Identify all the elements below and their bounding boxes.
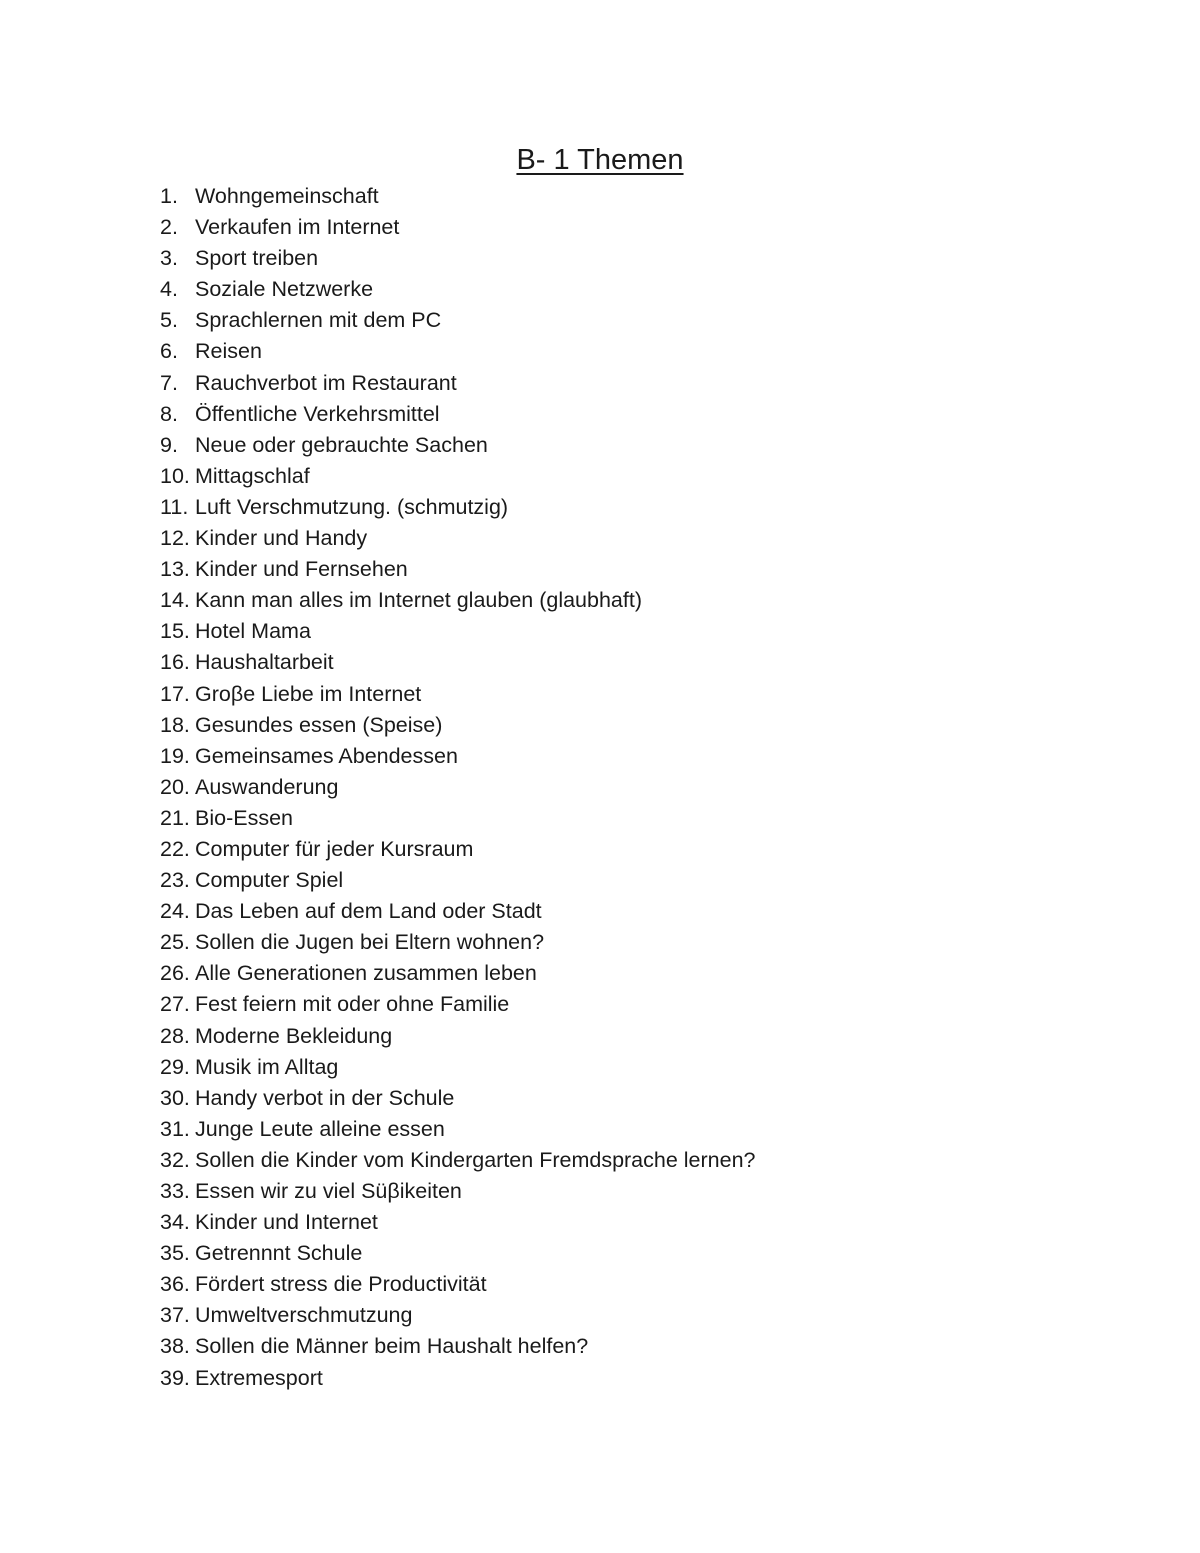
list-item <box>160 1269 756 1300</box>
list-item-number: 19. <box>160 743 190 768</box>
list-item-text: Essen wir zu viel Süβikeiten <box>195 1179 462 1203</box>
list-item-text: Umweltverschmutzung <box>195 1303 413 1328</box>
list-item-text: Sport treiben <box>195 246 319 271</box>
list-item-number: 11. <box>160 494 189 519</box>
list-item <box>160 927 756 958</box>
list-item-number: 30. <box>160 1085 190 1110</box>
list-item-number: 17. <box>160 681 190 706</box>
list-item-number: 6. <box>160 339 178 364</box>
list-item-number: 21. <box>160 805 190 830</box>
list-item-text: Sollen die Männer beim Haushalt helfen? <box>195 1334 589 1359</box>
list-item-text: Soziale Netzwerke <box>195 277 374 302</box>
list-item-text: Bio-Essen <box>195 805 293 830</box>
list-item-text: Neue oder gebrauchte Sachen <box>195 432 488 457</box>
list-item <box>160 1021 756 1052</box>
list-item <box>160 523 756 554</box>
list-item <box>160 1207 756 1238</box>
list-item <box>160 212 756 243</box>
list-item <box>160 554 756 585</box>
list-item-number: 38. <box>160 1334 190 1359</box>
list-item-number: 2. <box>160 215 178 240</box>
list-item-number: 25. <box>160 930 190 955</box>
list-item-text: Fest feiern mit oder ohne Familie <box>195 992 510 1017</box>
list-item <box>160 1331 756 1362</box>
topic-list <box>160 181 756 1394</box>
list-item-text: Extremesport <box>195 1365 323 1390</box>
list-item-text: Kinder und Fernsehen <box>195 557 408 582</box>
list-item-number: 12. <box>160 526 190 551</box>
list-item-text: Gemeinsames Abendessen <box>195 743 458 768</box>
list-item-text: Auswanderung <box>195 774 339 799</box>
list-item-text: Wohngemeinschaft <box>195 184 379 208</box>
list-item <box>160 834 756 865</box>
list-item <box>160 461 756 492</box>
list-item-text: Junge Leute alleine essen <box>195 1116 445 1141</box>
list-item-number: 27. <box>160 992 190 1017</box>
list-item <box>160 1363 756 1394</box>
list-item-text: Gesundes essen (Speise) <box>195 712 443 737</box>
list-item <box>160 616 756 647</box>
list-item <box>160 1238 756 1269</box>
list-item <box>160 585 756 616</box>
list-item-text: Fördert stress die Productivität <box>195 1272 487 1297</box>
list-item-text: Mittagschlaf <box>195 463 310 488</box>
list-item <box>160 1300 756 1331</box>
list-item-number: 8. <box>160 401 178 426</box>
list-item-number: 37. <box>160 1303 190 1328</box>
list-item <box>160 803 756 834</box>
list-item-number: 36. <box>160 1272 190 1297</box>
list-item-text: Das Leben auf dem Land oder Stadt <box>195 899 542 924</box>
list-item <box>160 274 756 305</box>
list-item-text: Haushaltarbeit <box>195 650 334 675</box>
list-item <box>160 896 756 927</box>
list-item-text: Sprachlernen mit dem PC <box>195 308 442 333</box>
list-item <box>160 647 756 678</box>
list-item-text: Öffentliche Verkehrsmittel <box>195 401 440 426</box>
list-item <box>160 958 756 989</box>
list-item-number: 28. <box>160 1023 190 1048</box>
list-item-text: Kinder und Internet <box>195 1210 378 1235</box>
list-item-number: 29. <box>160 1054 190 1079</box>
list-item-number: 15. <box>160 619 190 644</box>
list-item-number: 39. <box>160 1365 190 1390</box>
list-item-number: 14. <box>160 588 190 613</box>
list-item <box>160 865 756 896</box>
list-item <box>160 1145 756 1176</box>
list-item-number: 35. <box>160 1241 190 1266</box>
list-item-number: 24. <box>160 899 190 924</box>
list-item <box>160 181 756 212</box>
list-item <box>160 679 756 710</box>
list-item-text: Sollen die Jugen bei Eltern wohnen? <box>195 930 545 955</box>
list-item <box>160 336 756 367</box>
page-title: B- 1 Themen <box>516 144 684 176</box>
list-item-text: Alle Generationen zusammen leben <box>195 961 537 986</box>
list-item-number: 23. <box>160 868 190 893</box>
list-item-number: 9. <box>160 432 178 457</box>
list-item <box>160 368 756 399</box>
list-item-text: Kann man alles im Internet glauben (glaubhaft) <box>195 588 642 613</box>
list-item-text: Kinder und Handy <box>195 526 368 551</box>
list-item <box>160 772 756 803</box>
list-item <box>160 243 756 274</box>
list-item-text: Computer Spiel <box>195 868 344 893</box>
list-item-text: Reisen <box>195 339 262 364</box>
list-item-number: 5. <box>160 308 178 333</box>
list-item <box>160 305 756 336</box>
list-item <box>160 430 756 461</box>
list-item-number: 18. <box>160 712 190 737</box>
list-item-text: Luft Verschmutzung. (schmutzig) <box>195 494 509 519</box>
list-item-number: 10. <box>160 463 190 488</box>
list-item-number: 31. <box>160 1116 190 1141</box>
list-item <box>160 492 756 523</box>
list-item-number: 13. <box>160 557 190 582</box>
list-item-number: 33. <box>160 1179 190 1203</box>
list-item-number: 3. <box>160 246 178 271</box>
list-item-number: 1. <box>160 184 178 208</box>
list-item-number: 34. <box>160 1210 190 1235</box>
list-item-text: Hotel Mama <box>195 619 311 644</box>
list-item-number: 32. <box>160 1147 190 1172</box>
list-item-text: Computer für jeder Kursraum <box>195 836 474 861</box>
list-item-text: Getrennnt Schule <box>195 1241 363 1266</box>
list-item <box>160 399 756 430</box>
list-item-text: Moderne Bekleidung <box>195 1023 393 1048</box>
list-item <box>160 989 756 1020</box>
list-item-text: Verkaufen im Internet <box>195 215 400 240</box>
list-item <box>160 1114 756 1145</box>
list-item-text: Rauchverbot im Restaurant <box>195 370 457 395</box>
list-item-text: Groβe Liebe im Internet <box>195 681 422 706</box>
list-item-number: 4. <box>160 277 178 302</box>
list-item <box>160 1176 756 1207</box>
list-item <box>160 1052 756 1083</box>
list-item <box>160 1083 756 1114</box>
list-item-number: 22. <box>160 836 190 861</box>
list-item-number: 16. <box>160 650 190 675</box>
list-item-number: 26. <box>160 961 190 986</box>
list-item <box>160 710 756 741</box>
list-item-text: Musik im Alltag <box>195 1054 339 1079</box>
list-item-number: 20. <box>160 774 190 799</box>
list-item-text: Handy verbot in der Schule <box>195 1085 455 1110</box>
list-item-text: Sollen die Kinder vom Kindergarten Fremdsprache lernen? <box>195 1147 756 1172</box>
list-item-number: 7. <box>160 370 178 395</box>
list-item <box>160 741 756 772</box>
